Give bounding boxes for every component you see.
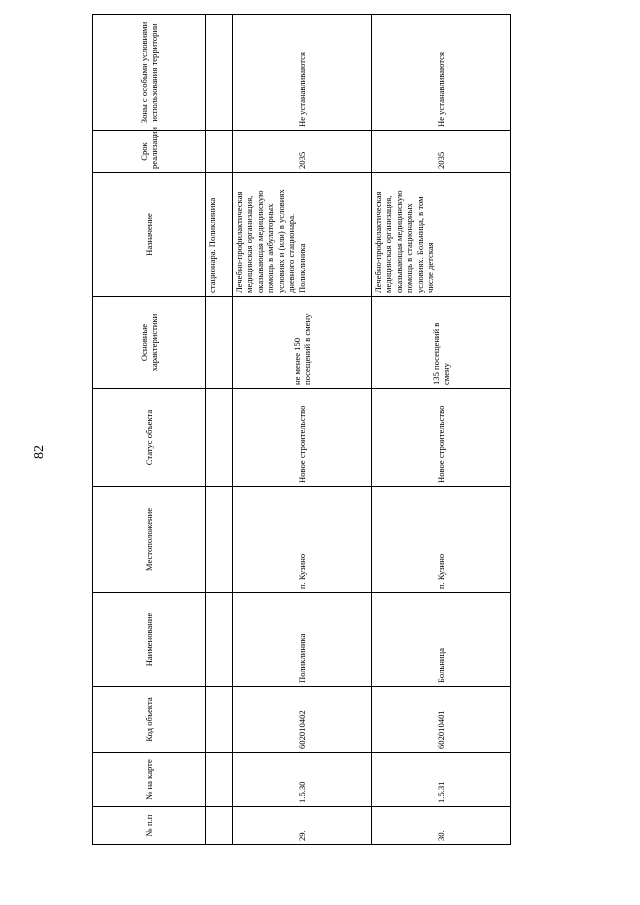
cell-name: Поликлиника [233,593,372,687]
cell-status: Новое строительство [233,389,372,487]
cell-map-num: 1.5.31 [372,753,511,807]
header-num: № п.п [93,807,206,845]
cell-empty [206,131,233,173]
cell-empty [206,753,233,807]
cell-characteristics: не менее 150 посещений в смену [233,297,372,389]
header-purpose: Назначение [93,173,206,297]
cell-empty [206,687,233,753]
cell-purpose: Лечебно-профилактическая медицинская организация, оказывающая медицинскую помощь в амбулаторных условиях и (или) в условиях дневного стационара. Поликлиника [233,173,372,297]
cell-name: Больница [372,593,511,687]
cell-term: 2035 [233,131,372,173]
cell-empty [206,487,233,593]
table-frame [92,15,451,845]
cell-empty [206,593,233,687]
cell-map-num: 1.5.30 [233,753,372,807]
cell-empty [206,297,233,389]
cell-zones: Не устанавливаются [372,15,511,131]
table-header-row [93,15,206,845]
page-number: 82 [32,445,47,459]
cell-purpose: Лечебно-профилактическая медицинская организация, оказывающая медицинскую помощь в стационарных условиях. Больница, в том числе детская [372,173,511,297]
header-name: Наименование [93,593,206,687]
cell-empty [206,807,233,845]
header-map-num: № на карте [93,753,206,807]
cell-code: 602010401 [372,687,511,753]
header-code: Код объекта [93,687,206,753]
cell-empty [206,15,233,131]
cell-zones: Не устанавливаются [233,15,372,131]
cell-location: п. Кузино [372,487,511,593]
table-row [372,15,511,845]
cell-purpose-continued: стационара. Поликлиника [206,173,233,297]
header-term: Срок реализации [93,131,206,173]
table-row [233,15,372,845]
objects-table [92,14,511,845]
header-characteristics: Основные характеристики [93,297,206,389]
header-location: Местоположение [93,487,206,593]
cell-term: 2035 [372,131,511,173]
header-status: Статус объекта [93,389,206,487]
cell-num: 30. [372,807,511,845]
rotated-table-wrapper [92,15,451,845]
cell-num: 29. [233,807,372,845]
cell-location: п. Кузино [233,487,372,593]
cell-code: 602010402 [233,687,372,753]
cell-characteristics: 135 посещений в смену [372,297,511,389]
cell-status: Новое строительство [372,389,511,487]
continuation-row [206,15,233,845]
cell-empty [206,389,233,487]
header-zones: Зоны с особыми условиями использования территории [93,15,206,131]
